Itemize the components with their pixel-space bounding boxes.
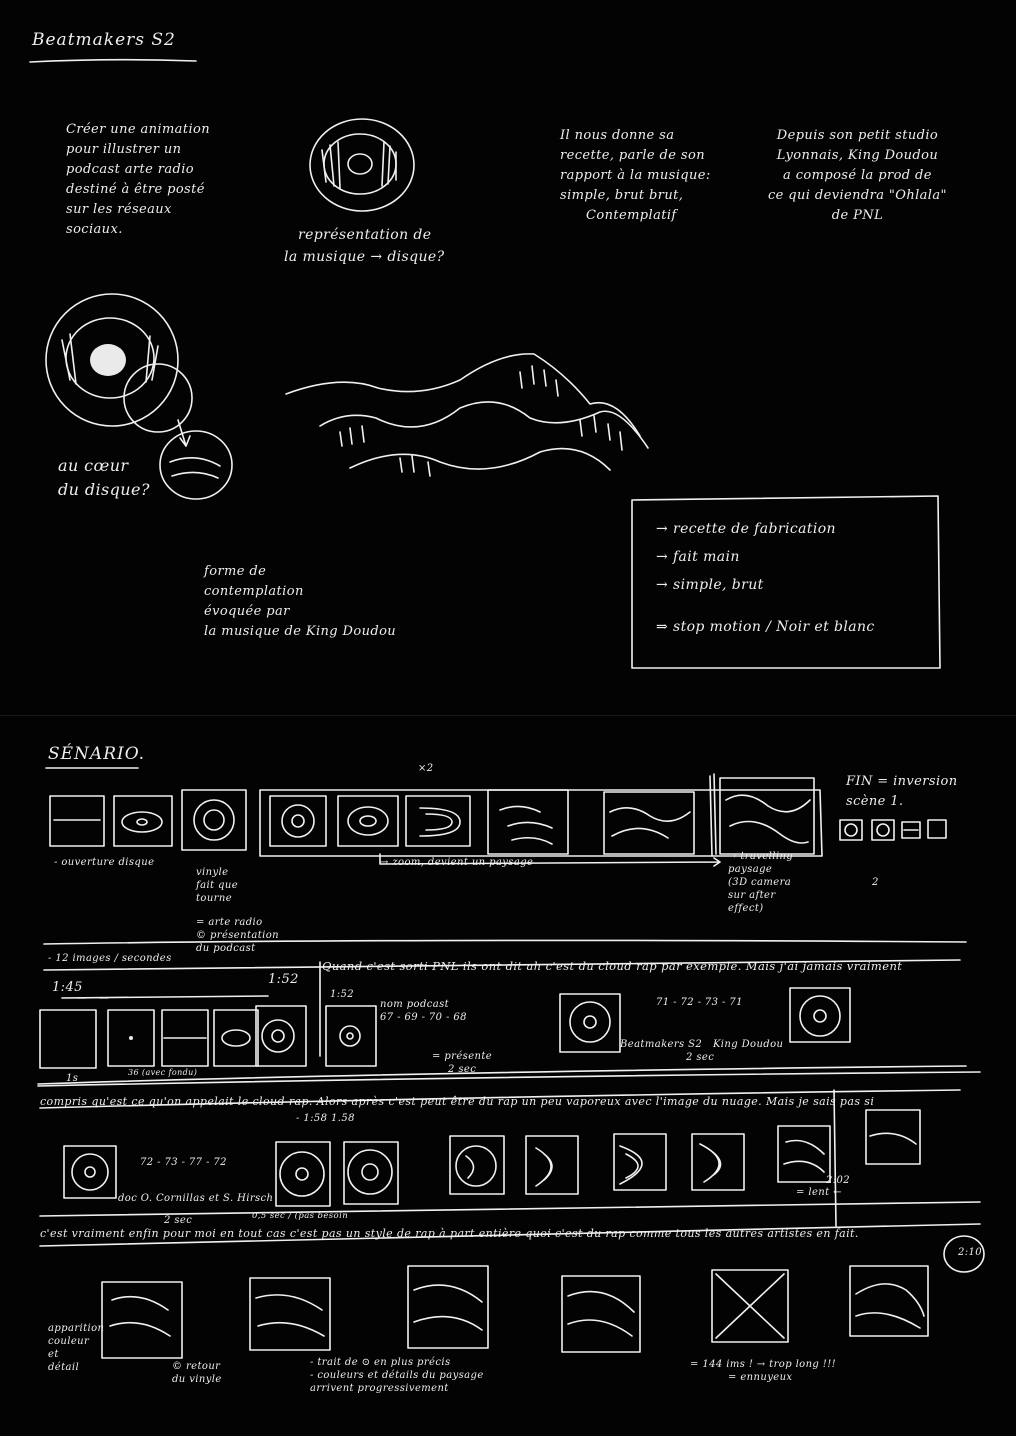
row3-times: - 1:58 1.58 [296, 1113, 355, 1124]
row4-frames [102, 1236, 984, 1358]
time-a: 1:45 [52, 980, 83, 995]
row4-time: 2:10 [958, 1247, 983, 1258]
fps-label: - 12 images / secondes [48, 953, 172, 964]
arte-label: = arte radio © présentation du podcast [196, 917, 280, 954]
row1-frames [50, 774, 946, 866]
numbers-2: 71 - 72 - 73 - 71 [656, 997, 743, 1008]
time-b: 1:52 [268, 972, 299, 987]
row3-note: 0,5 sec / (pas besoin [252, 1211, 349, 1221]
present-label: = présente 2 sec [432, 1051, 493, 1075]
fin-label: FIN = inversion scène 1. [846, 774, 958, 809]
row3-slow: = lent ← [796, 1187, 842, 1198]
page-title: Beatmakers S2 [32, 30, 176, 50]
strokes-label: - trait de ⊙ en plus précis - couleurs et détails du paysage arrivent progressivement [310, 1357, 484, 1394]
zoom-label: → zoom, devient un paysage [380, 857, 534, 868]
appear-label: apparition couleur et détail [48, 1323, 105, 1373]
heart-caption: au cœur du disque? [58, 456, 150, 499]
lyric-2: compris qu'est ce qu'on appelait le cloud rap. Alors après c'est peut être du rap un peu vaporeux avec l'image du nuage. Mais je sais pas si [40, 1095, 875, 1108]
lyric-1: Quand c'est sorti PNL ils ont dit ah c'est du cloud rap par exemple. Mais j'ai jamais vraiment [322, 959, 903, 973]
vinyl-label: vinyle fait que tourne [196, 867, 239, 904]
credit-label: Beatmakers S2 King Doudou 2 sec [620, 1039, 784, 1063]
row3-frames [64, 1110, 920, 1206]
scenario-page [0, 716, 1016, 1436]
concept-box [632, 496, 940, 668]
row3-dur: 2 sec [164, 1215, 193, 1226]
too-long-label: = 144 ims ! → trop long !!! = ennuyeux [690, 1359, 837, 1383]
concept-box-text: → recette de fabrication → fait main → simple, brut ⇒ stop motion / Noir et blanc [656, 521, 875, 635]
dur-b: 36 (avec fondu) [128, 1068, 198, 1077]
travelling-label: → travelling paysage (3D camera sur after effect) [728, 851, 794, 914]
vinyl-zoom-icon [46, 294, 232, 499]
row3-numbers: 72 - 73 - 77 - 72 [140, 1157, 227, 1168]
doc-credit: doc O. Cornillas et S. Hirsch [118, 1193, 274, 1204]
row3-time-end: 2:02 [826, 1175, 851, 1186]
x2-note: ×2 [418, 763, 434, 774]
quote-note: Il nous donne sa recette, parle de son rapport à la musique: simple, brut brut, Contemplatif [560, 128, 711, 223]
fin-two: 2 [872, 877, 879, 888]
lyric-3: c'est vraiment enfin pour moi en tout cas c'est pas un style de rap à part entière quoi c'est du rap comme tous les autres artistes en fait. [40, 1227, 859, 1240]
podcast-name: nom podcast 67 - 69 - 70 - 68 [380, 999, 467, 1023]
dur-a: 1s [66, 1073, 79, 1084]
concept-drawings [0, 0, 1016, 716]
brief-note: Créer une animation pour illustrer un podcast arte radio destiné à être posté sur les réseaux sociaux. [66, 122, 211, 237]
time-c: 1:52 [330, 989, 355, 1000]
scenario-title: SÉNARIO. [48, 744, 146, 764]
row2-frames [38, 988, 966, 1084]
mountain-landscape-icon [286, 354, 648, 476]
opening-label: - ouverture disque [54, 857, 155, 868]
context-note: Depuis son petit studio Lyonnais, King Doudou a composé la prod de ce qui deviendra "Ohlala" de PNL [768, 128, 947, 223]
disc-caption: représentation de la musique → disque? [284, 227, 445, 265]
return-label: © retour du vinyle [172, 1361, 222, 1385]
concept-page [0, 0, 1016, 716]
vinyl-disc-icon [310, 119, 414, 211]
storyboard-drawings [0, 716, 1016, 1436]
contemplation-note: forme de contemplation évoquée par la musique de King Doudou [204, 564, 397, 639]
